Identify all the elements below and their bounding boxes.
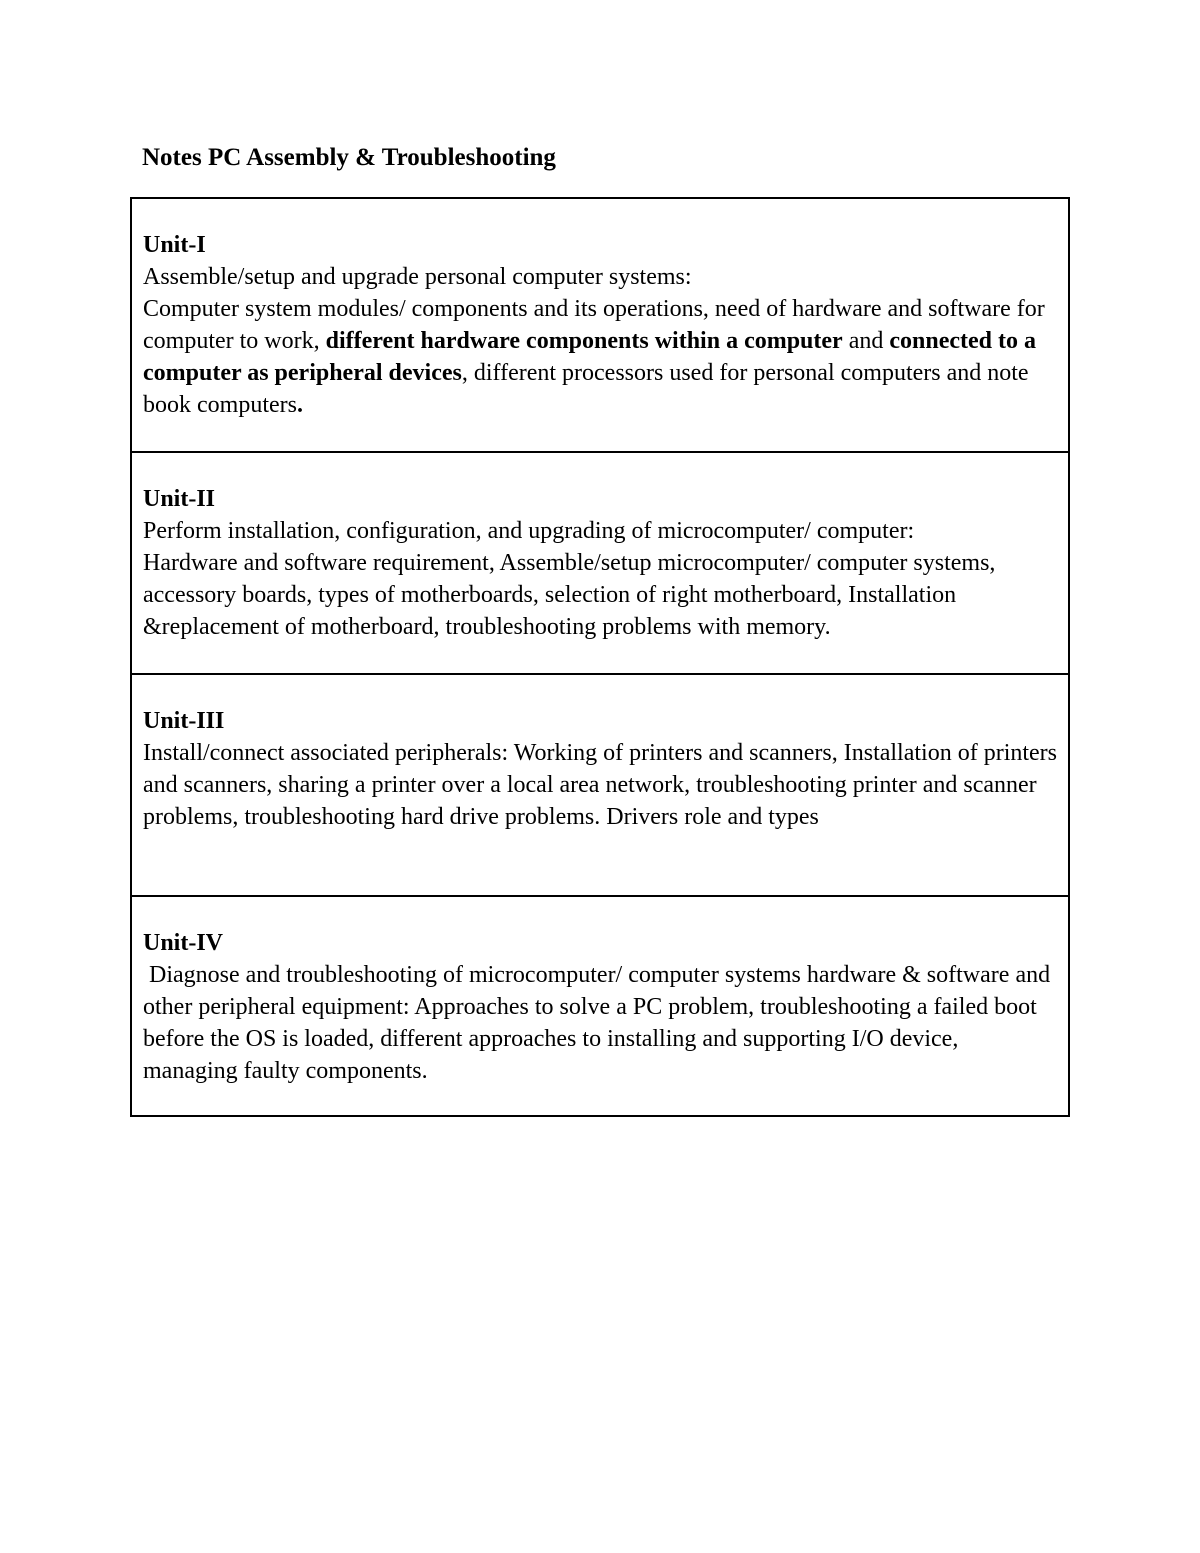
unit-4-cell bbox=[132, 897, 1068, 1115]
unit-1-heading: Unit-I bbox=[143, 232, 206, 258]
unit-1-intro: Assemble/setup and upgrade personal computer systems: bbox=[143, 264, 692, 290]
unit-1-text-1: Computer system modules/ components and its operations, need of hardware and software for computer to work, bbox=[143, 296, 1045, 354]
unit-3-body: Install/connect associated peripherals: Working of printers and scanners, Installation of printers and scanners, sharing a printer over a local area network, troubleshooting printer and scanner problems, troubleshooting hard drive problems. Drivers role and types bbox=[143, 740, 1058, 830]
unit-1-bold-1: different hardware components within a computer bbox=[325, 328, 843, 354]
unit-1-body bbox=[143, 293, 1058, 421]
unit-1-cell bbox=[132, 199, 1068, 453]
unit-2-body: Hardware and software requirement, Assemble/setup microcomputer/ computer systems, accessory boards, types of motherboards, selection of right motherboard, Installation &replacement of motherboard, troubleshooting problems with memory. bbox=[143, 550, 996, 640]
units-table bbox=[130, 197, 1070, 1117]
unit-1-bold-2: connected to a computer as peripheral devices bbox=[143, 328, 1036, 386]
unit-1-bold-3: . bbox=[296, 392, 303, 418]
unit-1-text-3: , different processors used for personal computers and note book computers bbox=[143, 360, 1029, 418]
page-title: Notes PC Assembly & Troubleshooting bbox=[142, 144, 556, 171]
unit-3-cell bbox=[132, 675, 1068, 897]
unit-3-heading: Unit-III bbox=[143, 708, 225, 734]
unit-4-body: Diagnose and troubleshooting of microcomputer/ computer systems hardware & software and other peripheral equipment: Approaches to solve a PC problem, troubleshooting a failed boot before the OS is loaded, different approaches to installing and supporting I/O device, managing faulty components. bbox=[143, 962, 1057, 1084]
unit-2-intro: Perform installation, configuration, and upgrading of microcomputer/ computer: bbox=[143, 518, 915, 544]
unit-2-cell bbox=[132, 453, 1068, 675]
unit-1-text-2: and bbox=[842, 328, 890, 354]
unit-4-heading: Unit-IV bbox=[143, 930, 224, 956]
unit-2-heading: Unit-II bbox=[143, 486, 216, 512]
